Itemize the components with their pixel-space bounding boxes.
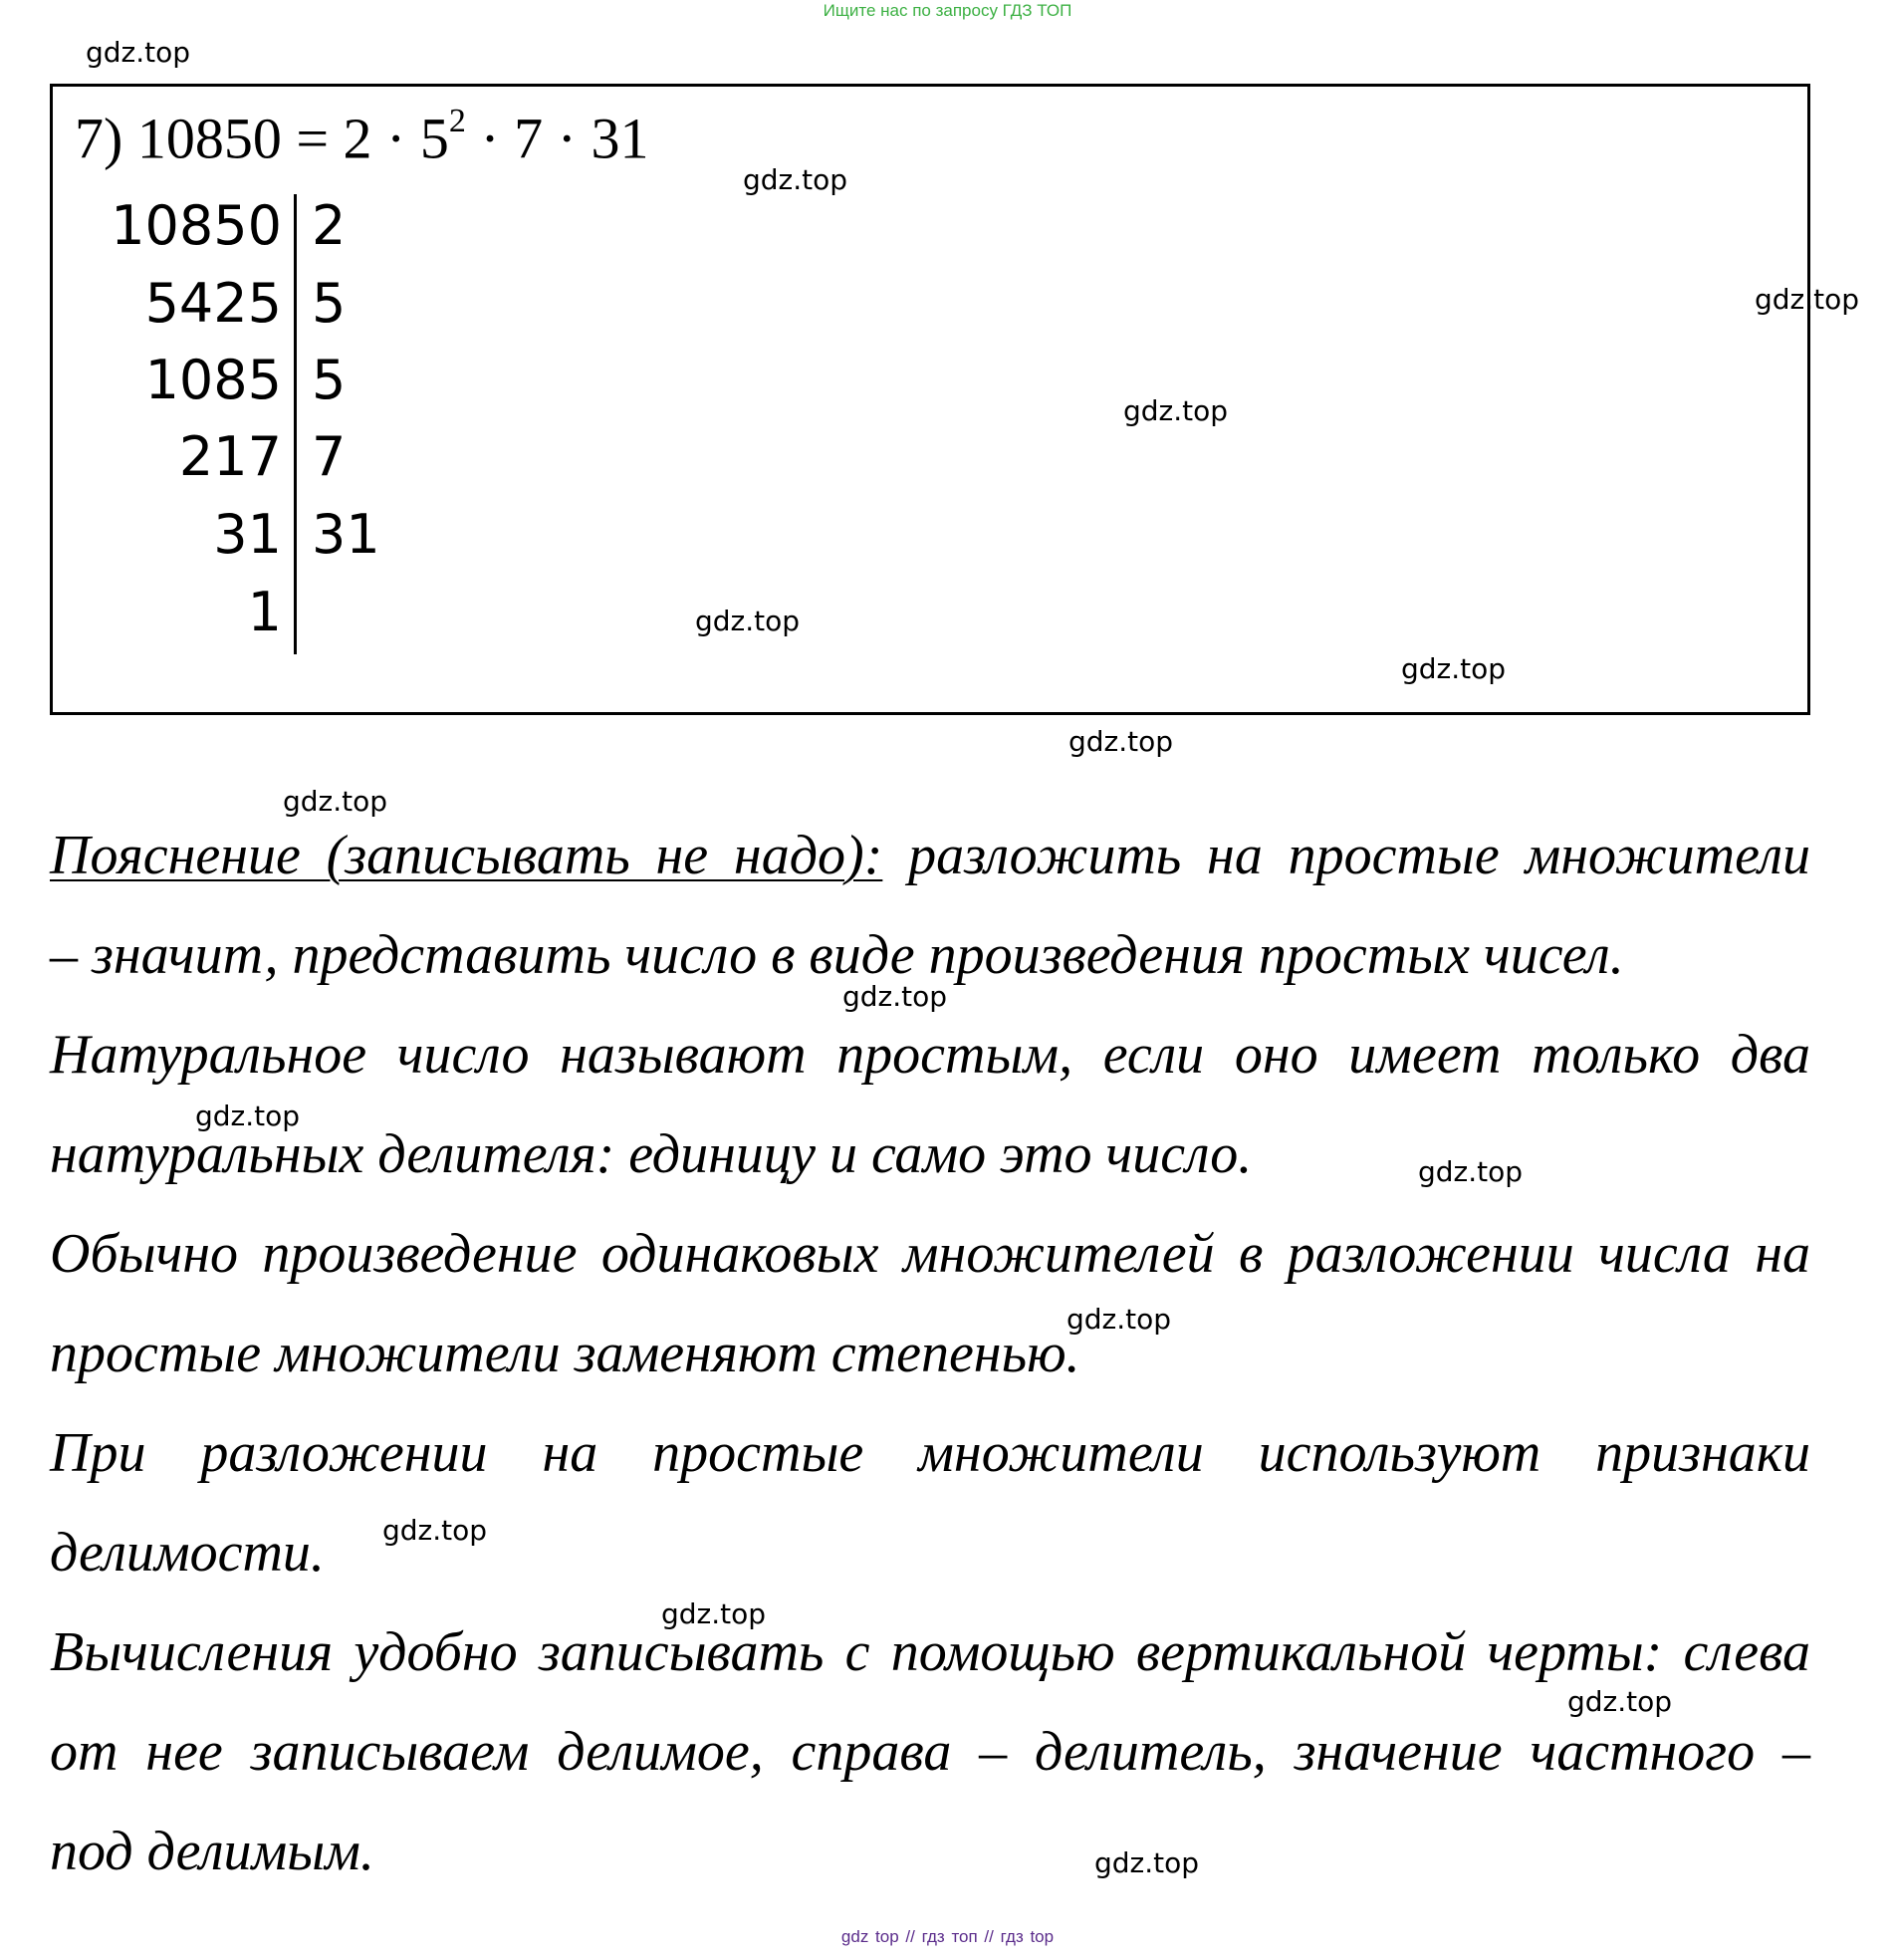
vertical-divider-line	[294, 194, 297, 654]
dividend: 5425	[144, 272, 282, 335]
watermark: gdz.top	[195, 1100, 301, 1132]
watermark: gdz.top	[1755, 283, 1860, 316]
explanation-heading: Пояснение (записывать не надо):	[50, 825, 883, 886]
divisor: 5	[312, 349, 347, 411]
top-banner: Ищите нас по запросу ГДЗ ТОП	[823, 1, 1072, 20]
explanation-line: При разложении на простые множители используют признаки	[50, 1422, 1810, 1484]
divisor: 2	[312, 194, 347, 257]
dividend: 217	[178, 425, 282, 488]
watermark: gdz.top	[1401, 652, 1507, 685]
footer-links: gdz top // гдз топ // гдз top	[840, 1927, 1055, 1946]
watermark: gdz.top	[842, 980, 948, 1013]
watermark: gdz.top	[382, 1514, 488, 1547]
dividend: 31	[213, 503, 282, 566]
divisor: 31	[312, 503, 380, 566]
watermark: gdz.top	[1066, 1303, 1172, 1336]
watermark: gdz.top	[1068, 725, 1174, 758]
explanation-line: – значит, представить число в виде произведения простых чисел.	[50, 924, 1624, 986]
watermark: gdz.top	[743, 163, 848, 196]
watermark: gdz.top	[695, 605, 801, 637]
equation-exponent: 2	[448, 103, 466, 139]
watermark: gdz.top	[1094, 1846, 1200, 1879]
explanation-line: от нее записываем делимое, справа – делитель, значение частного –	[50, 1721, 1810, 1783]
explanation-text: разложить на простые множители	[882, 825, 1810, 886]
explanation-line	[50, 821, 1810, 890]
explanation-line: делимости.	[50, 1522, 325, 1584]
solution-box	[50, 84, 1810, 715]
divisor: 7	[312, 425, 347, 488]
watermark: gdz.top	[1123, 394, 1229, 427]
explanation-line: под делимым.	[50, 1821, 374, 1882]
divisor: 5	[312, 272, 347, 335]
equation-suffix: · 7 · 31	[465, 106, 649, 171]
explanation-line: простые множители заменяют степенью.	[50, 1323, 1080, 1384]
equation-prefix: 7) 10850 = 2 · 5	[75, 106, 449, 171]
explanation-line: натуральных делителя: единицу и само это число.	[50, 1123, 1253, 1185]
explanation-line: Вычисления удобно записывать с помощью вертикальной черты: слева	[50, 1621, 1810, 1683]
factorization-equation	[75, 93, 648, 173]
factor-table	[83, 194, 381, 662]
dividend: 1	[247, 581, 282, 643]
dividend: 1085	[144, 349, 282, 411]
explanation-line: Натуральное число называют простым, если оно имеет только два	[50, 1024, 1810, 1086]
watermark: gdz.top	[1418, 1155, 1524, 1188]
watermark: gdz.top	[1567, 1685, 1673, 1718]
watermark: gdz.top	[283, 785, 388, 818]
watermark: gdz.top	[661, 1597, 767, 1630]
dividend: 10850	[111, 194, 282, 257]
watermark: gdz.top	[86, 36, 191, 69]
explanation-line: Обычно произведение одинаковых множителей в разложении числа на	[50, 1223, 1810, 1285]
